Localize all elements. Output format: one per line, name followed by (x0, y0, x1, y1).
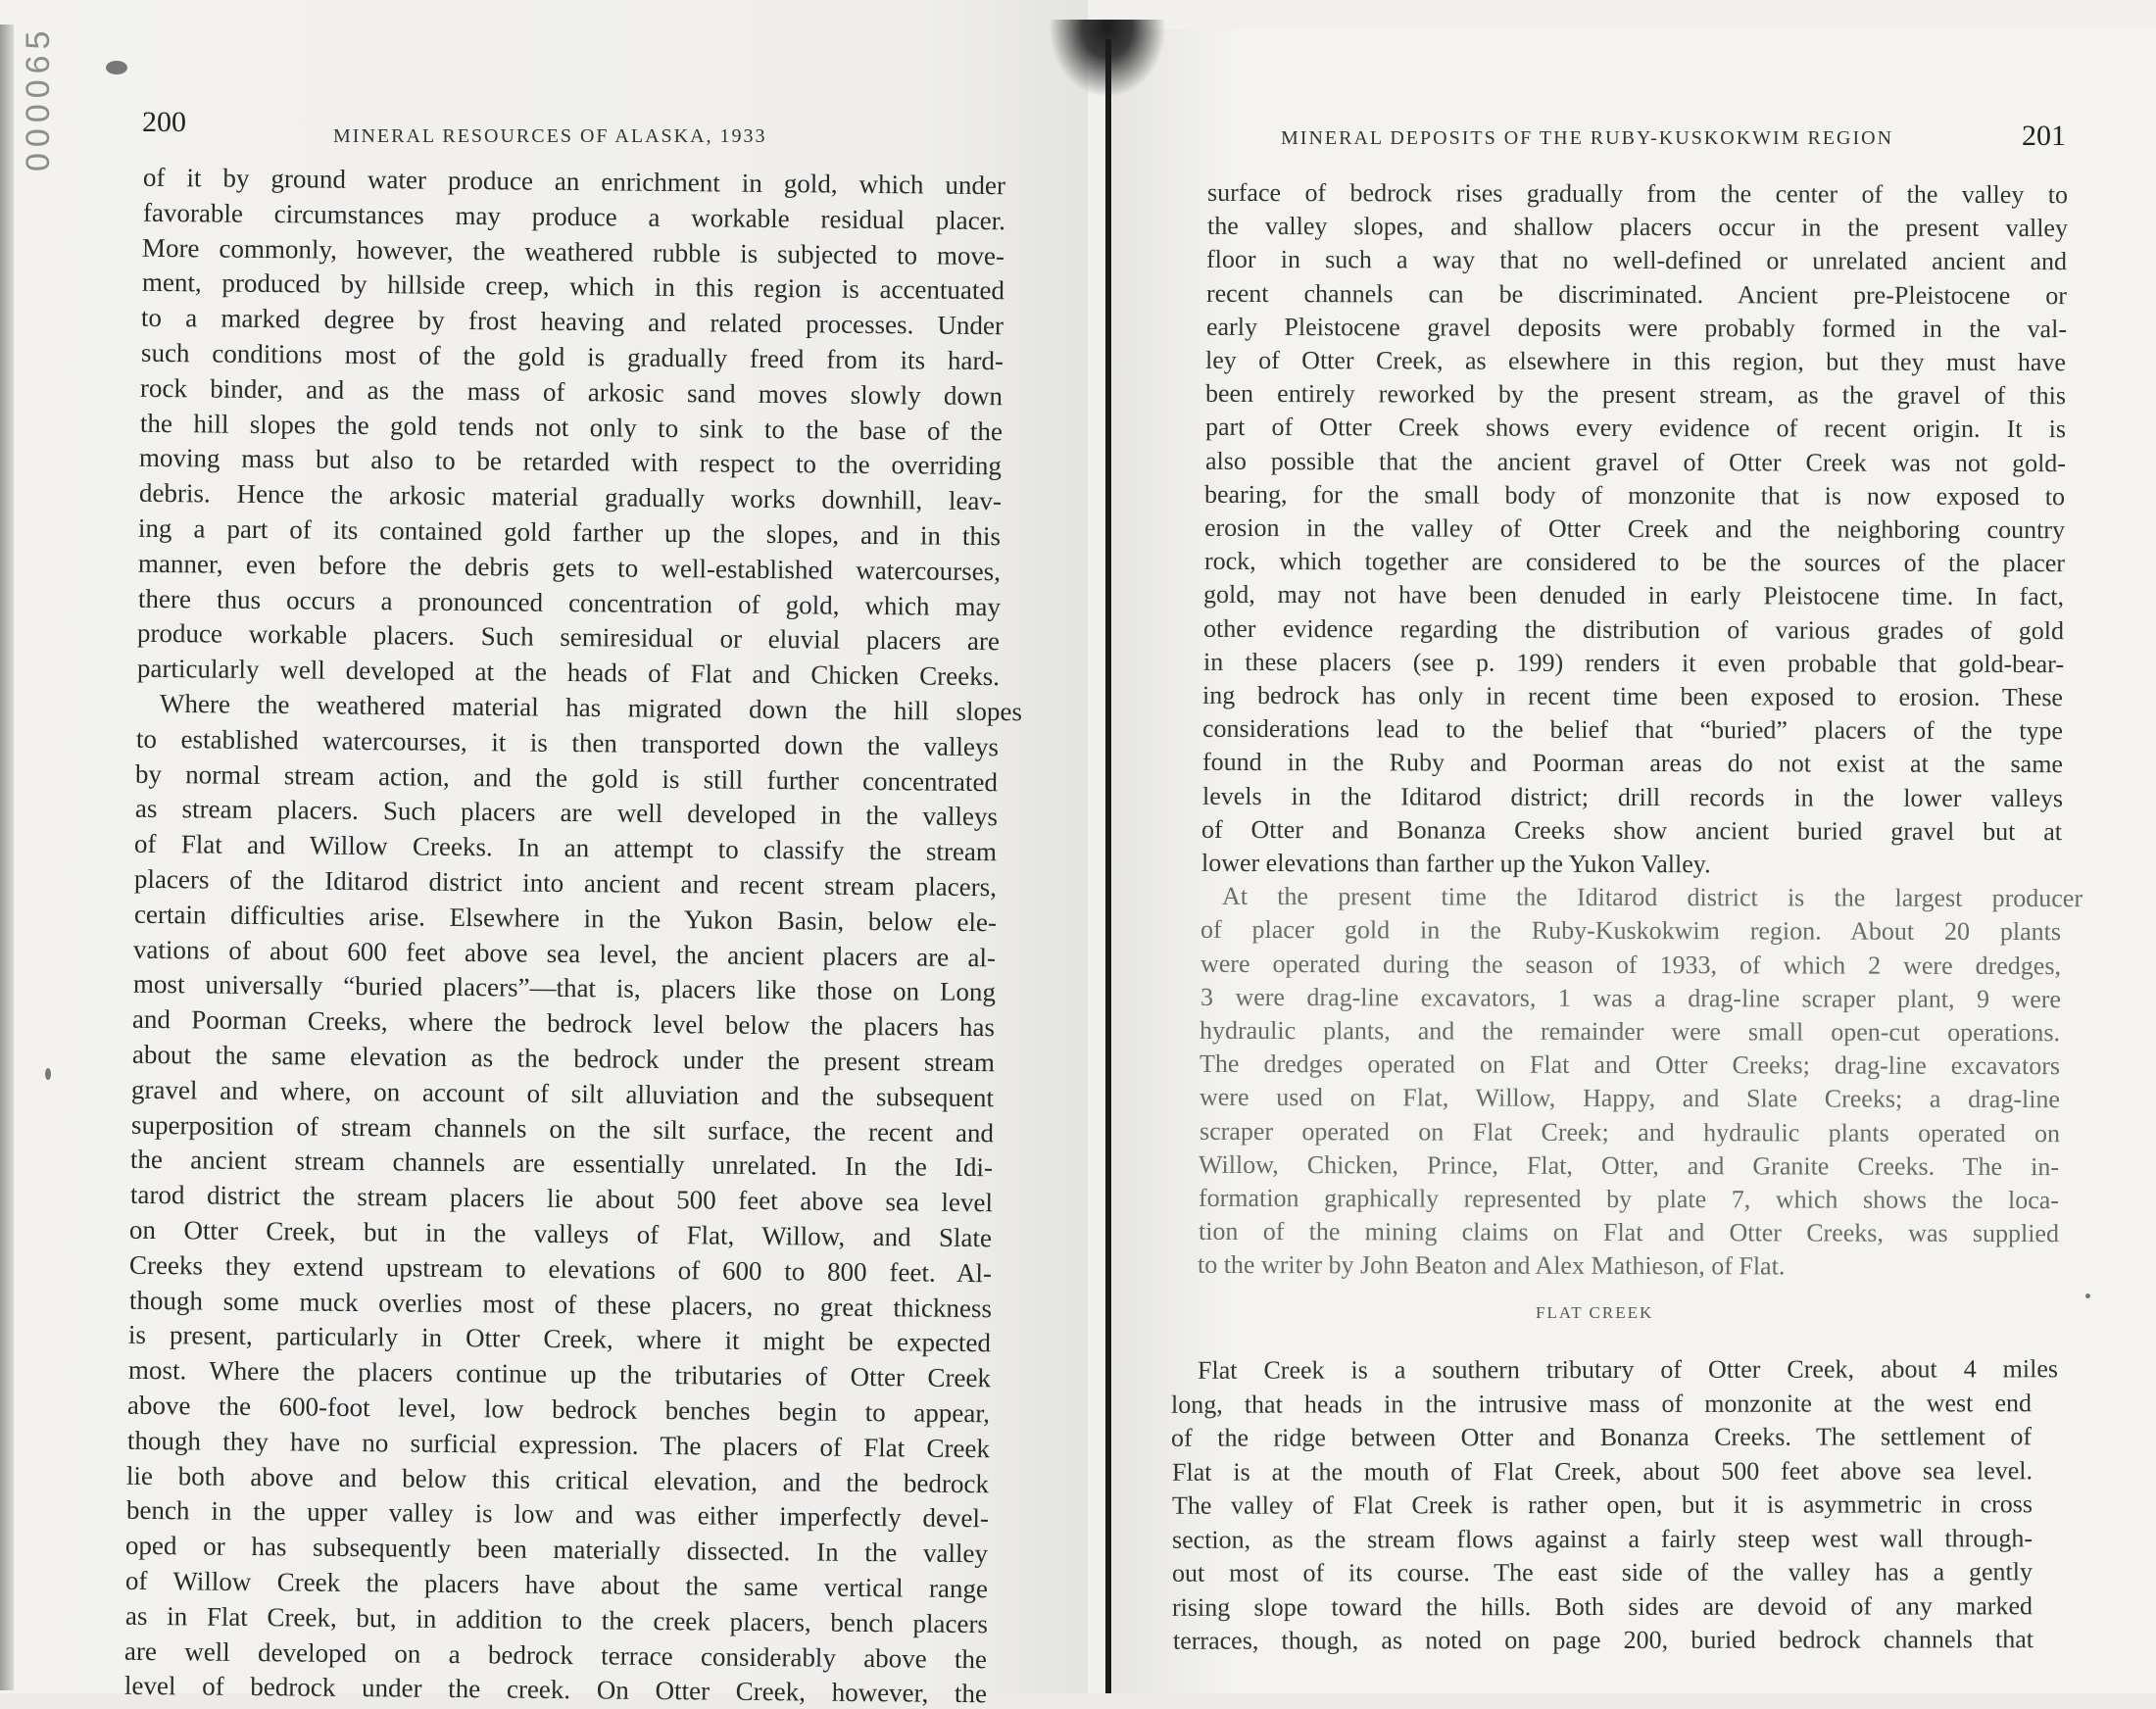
text-line: most universally “buried placers”—that is, placers like those on Long (132, 969, 997, 1007)
text-line: part of Otter Creek shows every evidence of recent origin. It is (1204, 413, 2067, 444)
text-line: and Poorman Creeks, where the bedrock level below the placers has (131, 1003, 996, 1043)
text-line: is present, particularly in Otter Creek, where it might be expected (127, 1320, 992, 1358)
text-line: there thus occurs a pronounced concentration of gold, which may (137, 583, 1002, 621)
text-line: though some muck overlies most of these placers, no great thickness (128, 1285, 993, 1323)
text-line: by normal stream action, and the gold is still further concentrated (134, 758, 999, 797)
text-line: Where the weathered material has migrated down the hill slopes (159, 688, 1023, 727)
text-line: formation graphically represented by plate 7, which shows the loca- (1198, 1183, 2060, 1215)
text-line: hydraulic plants, and the remainder were small open-cut operations. (1199, 1015, 2061, 1048)
text-line: ing bedrock has only in recent time been exposed to erosion. These (1201, 680, 2064, 712)
text-line: superposition of stream channels on the silt surface, the recent and (130, 1109, 995, 1147)
text-line: tion of the mining claims on Flat and Otter Creeks, was supplied (1198, 1217, 2060, 1248)
text-line: Willow, Chicken, Prince, Flat, Otter, and Granite Creeks. The in- (1198, 1149, 2060, 1181)
text-line: tarod district the stream placers lie about 500 feet above sea level (129, 1179, 994, 1218)
text-line: surface of bedrock rises gradually from the center of the valley to (1206, 177, 2069, 210)
scan-speck (45, 1068, 51, 1080)
text-line: were used on Flat, Willow, Happy, and Slate Creeks; a drag-line (1199, 1083, 2061, 1114)
text-line: though they have no surficial expression. The placers of Flat Creek (126, 1425, 991, 1464)
text-line: out most of its course. The east side of the valley has a gently (1171, 1557, 2034, 1587)
text-line: of Flat and Willow Creeks. In an attempt to classify the stream (133, 828, 998, 867)
text-line: the hill slopes the gold tends not only to sink to the base of the (139, 408, 1004, 446)
text-line: of Otter and Bonanza Creeks show ancient buried gravel but at (1200, 814, 2063, 846)
text-line: More commonly, however, the weathered rubble is subjected to move- (141, 232, 1005, 270)
text-line: also possible that the ancient gravel of Otter Creek was not gold- (1204, 446, 2067, 477)
scan-speck (106, 61, 127, 74)
text-line: section, as the stream flows against a fairly steep west wall through- (1171, 1523, 2034, 1554)
text-line: At the present time the Iditarod district is the largest producer (1221, 882, 2083, 913)
text-line: of the ridge between Otter and Bonanza Creeks. The settlement of (1170, 1422, 2033, 1452)
section-heading-flat-creek: FLAT CREEK (1536, 1303, 1654, 1322)
text-line: about the same elevation as the bedrock under the present stream (131, 1039, 996, 1078)
text-line: Flat is at the mouth of Flat Creek, about 500 feet above sea level. (1171, 1455, 2034, 1487)
text-line: Flat Creek is a southern tributary of Otter Creek, about 4 miles (1197, 1354, 2059, 1385)
text-line: gravel and where, on account of silt alluviation and the subsequent (130, 1074, 995, 1113)
text-line: other evidence regarding the distribution of various grades of gold (1202, 613, 2065, 645)
text-line: terraces, though, as noted on page 200, buried bedrock channels that (1172, 1625, 2034, 1655)
text-line: certain difficulties arise. Elsewhere in the Yukon Basin, below ele- (133, 899, 998, 938)
text-line: gold, may not have been denuded in early Pleistocene time. In fact, (1202, 580, 2065, 611)
archive-stamp-number: 000065 (20, 24, 57, 171)
left-running-head: MINERAL RESOURCES OF ALASKA, 1933 (333, 125, 767, 147)
text-line: the ancient stream channels are essentially unrelated. In the Idi- (129, 1145, 994, 1183)
text-line: as stream placers. Such placers are well developed in the valleys (134, 794, 999, 832)
binding-gutter-line (1105, 39, 1111, 1693)
text-line: Creeks they extend upstream to elevations of 600 to 800 feet. Al- (128, 1249, 993, 1289)
right-page-number: 201 (2022, 120, 2066, 152)
text-line: lie both above and below this critical elevation, and the bedrock (125, 1460, 990, 1498)
text-line: the valley slopes, and shallow placers occur in the present valley (1206, 212, 2069, 243)
text-line: levels in the Iditarod district; drill records in the lower valleys (1201, 781, 2064, 812)
text-line: produce workable placers. Such semiresidual or eluvial placers are (136, 618, 1001, 657)
text-line: moving mass but also to be retarded with respect to the overriding (138, 443, 1003, 481)
text-line: of Willow Creek the placers have about the same vertical range (124, 1565, 989, 1604)
left-page-edge-shadow (0, 24, 14, 1690)
text-line: considerations lead to the belief that “buried” placers of the type (1201, 714, 2064, 746)
text-line: early Pleistocene gravel deposits were probably formed in the val- (1205, 312, 2068, 343)
text-line: 3 were drag-line excavators, 1 was a drag-line scraper plant, 9 were (1200, 982, 2062, 1013)
text-line: bearing, for the small body of monzonite that is now exposed to (1203, 479, 2066, 511)
text-line: been entirely reworked by the present stream, as the gravel of this (1204, 379, 2067, 411)
text-line: rock, which together are considered to be the sources of the placer (1203, 547, 2066, 578)
text-line: were operated during the season of 1933, of which 2 were dredges, (1200, 949, 2062, 980)
scan-speck (2085, 1294, 2090, 1298)
right-running-head: MINERAL DEPOSITS OF THE RUBY-KUSKOKWIM REGION (1281, 127, 1894, 149)
text-line: manner, even before the debris gets to well-established watercourses, (137, 548, 1002, 587)
text-line: ley of Otter Creek, as elsewhere in this region, but they must have (1204, 345, 2067, 377)
text-line: erosion in the valley of Otter Creek and the neighboring country (1203, 513, 2066, 545)
text-line: ing a part of its contained gold farther up the slopes, and in this (137, 513, 1002, 552)
text-line: lower elevations than farther up the Yukon Valley. (1200, 848, 1711, 879)
text-line: scraper operated on Flat Creek; and hydraulic plants operated on (1199, 1116, 2061, 1147)
text-line: debris. Hence the arkosic material gradually works downhill, leav- (138, 477, 1003, 516)
text-line: to the writer by John Beaton and Alex Mathieson, of Flat. (1197, 1250, 1786, 1281)
text-line: most. Where the placers continue up the tributaries of Otter Creek (127, 1354, 992, 1393)
text-line: particularly well developed at the heads of Flat and Chicken Creeks. (136, 653, 1001, 692)
text-line: The valley of Flat Creek is rather open, but it is asymmetric in cross (1171, 1489, 2034, 1520)
text-line: recent channels can be discriminated. Ancient pre-Pleistocene or (1205, 278, 2068, 310)
text-line: long, that heads in the intrusive mass of monzonite at the west end (1170, 1388, 2033, 1419)
text-line: oped or has subsequently been materially dissected. In the valley (124, 1530, 989, 1569)
text-line: floor in such a way that no well-defined or unrelated ancient and (1205, 245, 2068, 276)
text-line: The dredges operated on Flat and Otter Creeks; drag-line excavators (1199, 1050, 2061, 1081)
text-line: of placer gold in the Ruby-Kuskokwim region. About 20 plants (1200, 915, 2062, 947)
left-page-number: 200 (142, 106, 186, 138)
text-line: placers of the Iditarod district into ancient and recent stream placers, (133, 863, 998, 903)
text-line: above the 600-foot level, low bedrock benches begin to appear, (126, 1390, 991, 1429)
text-line: level of bedrock under the creek. On Otter Creek, however, the (123, 1671, 988, 1709)
text-line: rock binder, and as the mass of arkosic sand moves slowly down (139, 372, 1004, 412)
text-line: found in the Ruby and Poorman areas do not exist at the same (1201, 748, 2064, 779)
text-line: on Otter Creek, but in the valleys of Flat, Willow, and Slate (128, 1214, 993, 1253)
text-line: to established watercourses, it is then transported down the valleys (135, 723, 1000, 762)
text-line: in these placers (see p. 199) renders it even probable that gold-bear- (1202, 647, 2065, 678)
text-line: are well developed on a bedrock terrace considerably above the (123, 1636, 988, 1674)
text-line: of it by ground water produce an enrichment in gold, which under (142, 162, 1006, 201)
text-line: as in Flat Creek, but, in addition to the creek placers, bench placers (124, 1600, 989, 1639)
text-line: bench in the upper valley is low and was either imperfectly devel- (125, 1495, 990, 1534)
text-line: favorable circumstances may produce a workable residual placer. (142, 197, 1006, 236)
text-line: ment, produced by hillside creep, which in this region is accentuated (141, 268, 1005, 306)
text-line: rising slope toward the hills. Both sides are devoid of any marked (1171, 1590, 2034, 1622)
text-line: to a marked degree by frost heaving and related processes. Under (140, 302, 1004, 341)
text-line: such conditions most of the gold is gradually freed from its hard- (140, 337, 1004, 376)
text-line: vations of about 600 feet above sea level, the ancient placers are al- (132, 934, 997, 972)
